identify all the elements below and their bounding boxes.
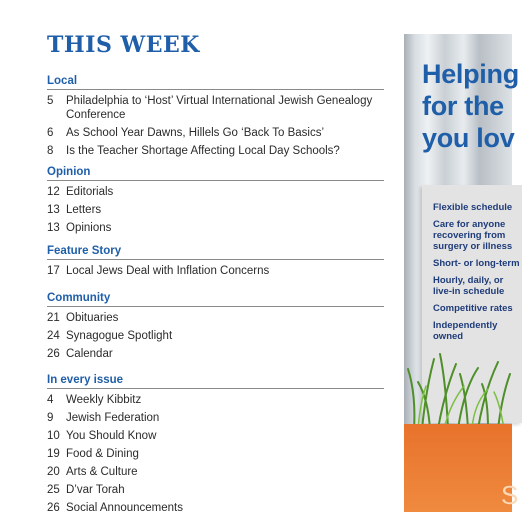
- toc-item[interactable]: [47, 329, 384, 343]
- page-number: 13: [47, 204, 60, 216]
- article-title: You Should Know: [66, 430, 157, 442]
- page-number: 26: [47, 348, 60, 360]
- article-title: Food & Dining: [66, 448, 139, 460]
- ad-feature: Care for anyone recovering from surgery or illness: [433, 219, 513, 252]
- section-opinion: [47, 165, 384, 235]
- toc-item[interactable]: [47, 483, 384, 497]
- section-feature-story: [47, 244, 384, 278]
- ad-headline: [422, 58, 519, 154]
- page-number: 8: [47, 145, 54, 157]
- article-title: Synagogue Spotlight: [66, 330, 173, 342]
- section-heading: Local: [47, 74, 384, 90]
- grass-plant-image: [404, 334, 512, 429]
- toc-item[interactable]: [47, 144, 384, 158]
- article-title: Weekly Kibbitz: [66, 394, 142, 406]
- section-in-every-issue: [47, 373, 384, 515]
- page-number: 10: [47, 430, 60, 442]
- page-number: 12: [47, 186, 60, 198]
- ad-headline-line: Helping: [422, 59, 519, 89]
- article-title: Jewish Federation: [66, 412, 160, 424]
- ad-orange-text: S: [501, 480, 519, 510]
- article-title: Letters: [66, 204, 102, 216]
- toc-item[interactable]: [47, 411, 384, 425]
- toc-item[interactable]: [47, 311, 384, 325]
- article-title: Local Jews Deal with Inflation Concerns: [66, 265, 270, 277]
- article-title: Is the Teacher Shortage Affecting Local Day Schools?: [66, 145, 340, 157]
- page-number: 4: [47, 394, 54, 406]
- toc-item[interactable]: [47, 185, 384, 199]
- ad-feature: Competitive rates: [433, 303, 513, 314]
- page-number: 25: [47, 484, 60, 496]
- section-heading: Opinion: [47, 165, 384, 181]
- article-title: Editorials: [66, 186, 114, 198]
- page-number: 19: [47, 448, 60, 460]
- article-title: Obituaries: [66, 312, 119, 324]
- toc-item[interactable]: [47, 94, 384, 122]
- page-number: 13: [47, 222, 60, 234]
- ad-feature: Independently owned: [433, 320, 498, 342]
- page-number: 20: [47, 466, 60, 478]
- toc-item[interactable]: [47, 264, 384, 278]
- ad-feature: Flexible schedule: [433, 202, 513, 213]
- article-title: Arts & Culture: [66, 466, 138, 478]
- toc-item[interactable]: [47, 203, 384, 217]
- toc-item[interactable]: [47, 347, 384, 361]
- toc-item[interactable]: [47, 465, 384, 479]
- ad-headline-line: for the: [422, 91, 504, 121]
- article-title: Social Announcements: [66, 502, 183, 514]
- page-number: 17: [47, 265, 60, 277]
- article-title: As School Year Dawns, Hillels Go ‘Back To Basics’: [66, 127, 325, 139]
- section-community: [47, 291, 384, 361]
- home-care-advertisement[interactable]: [404, 34, 520, 512]
- article-title: Philadelphia to ‘Host’ Virtual International Jewish Genealogy Conference: [66, 95, 373, 121]
- page-number: 21: [47, 312, 60, 324]
- toc-item[interactable]: [47, 126, 384, 140]
- ad-headline-line: you lov: [422, 123, 515, 153]
- toc-item[interactable]: [47, 501, 384, 515]
- toc-item[interactable]: [47, 429, 384, 443]
- page-number: 26: [47, 502, 60, 514]
- section-local: [47, 74, 384, 158]
- ad-feature: Hourly, daily, or live-in schedule: [433, 275, 505, 297]
- page-number: 5: [47, 95, 54, 107]
- toc-item[interactable]: [47, 393, 384, 407]
- section-heading: Feature Story: [47, 244, 384, 260]
- section-heading: Community: [47, 291, 384, 307]
- page-number: 9: [47, 412, 54, 424]
- article-title: Calendar: [66, 348, 113, 360]
- toc-item[interactable]: [47, 221, 384, 235]
- article-title: D’var Torah: [66, 484, 125, 496]
- article-title: Opinions: [66, 222, 112, 234]
- ad-feature: Short- or long-term: [433, 258, 520, 269]
- page-title: THIS WEEK: [47, 32, 200, 58]
- page-number: 24: [47, 330, 60, 342]
- section-heading: In every issue: [47, 373, 384, 389]
- toc-item[interactable]: [47, 447, 384, 461]
- page-number: 6: [47, 127, 54, 139]
- ad-orange-banner: [404, 424, 519, 512]
